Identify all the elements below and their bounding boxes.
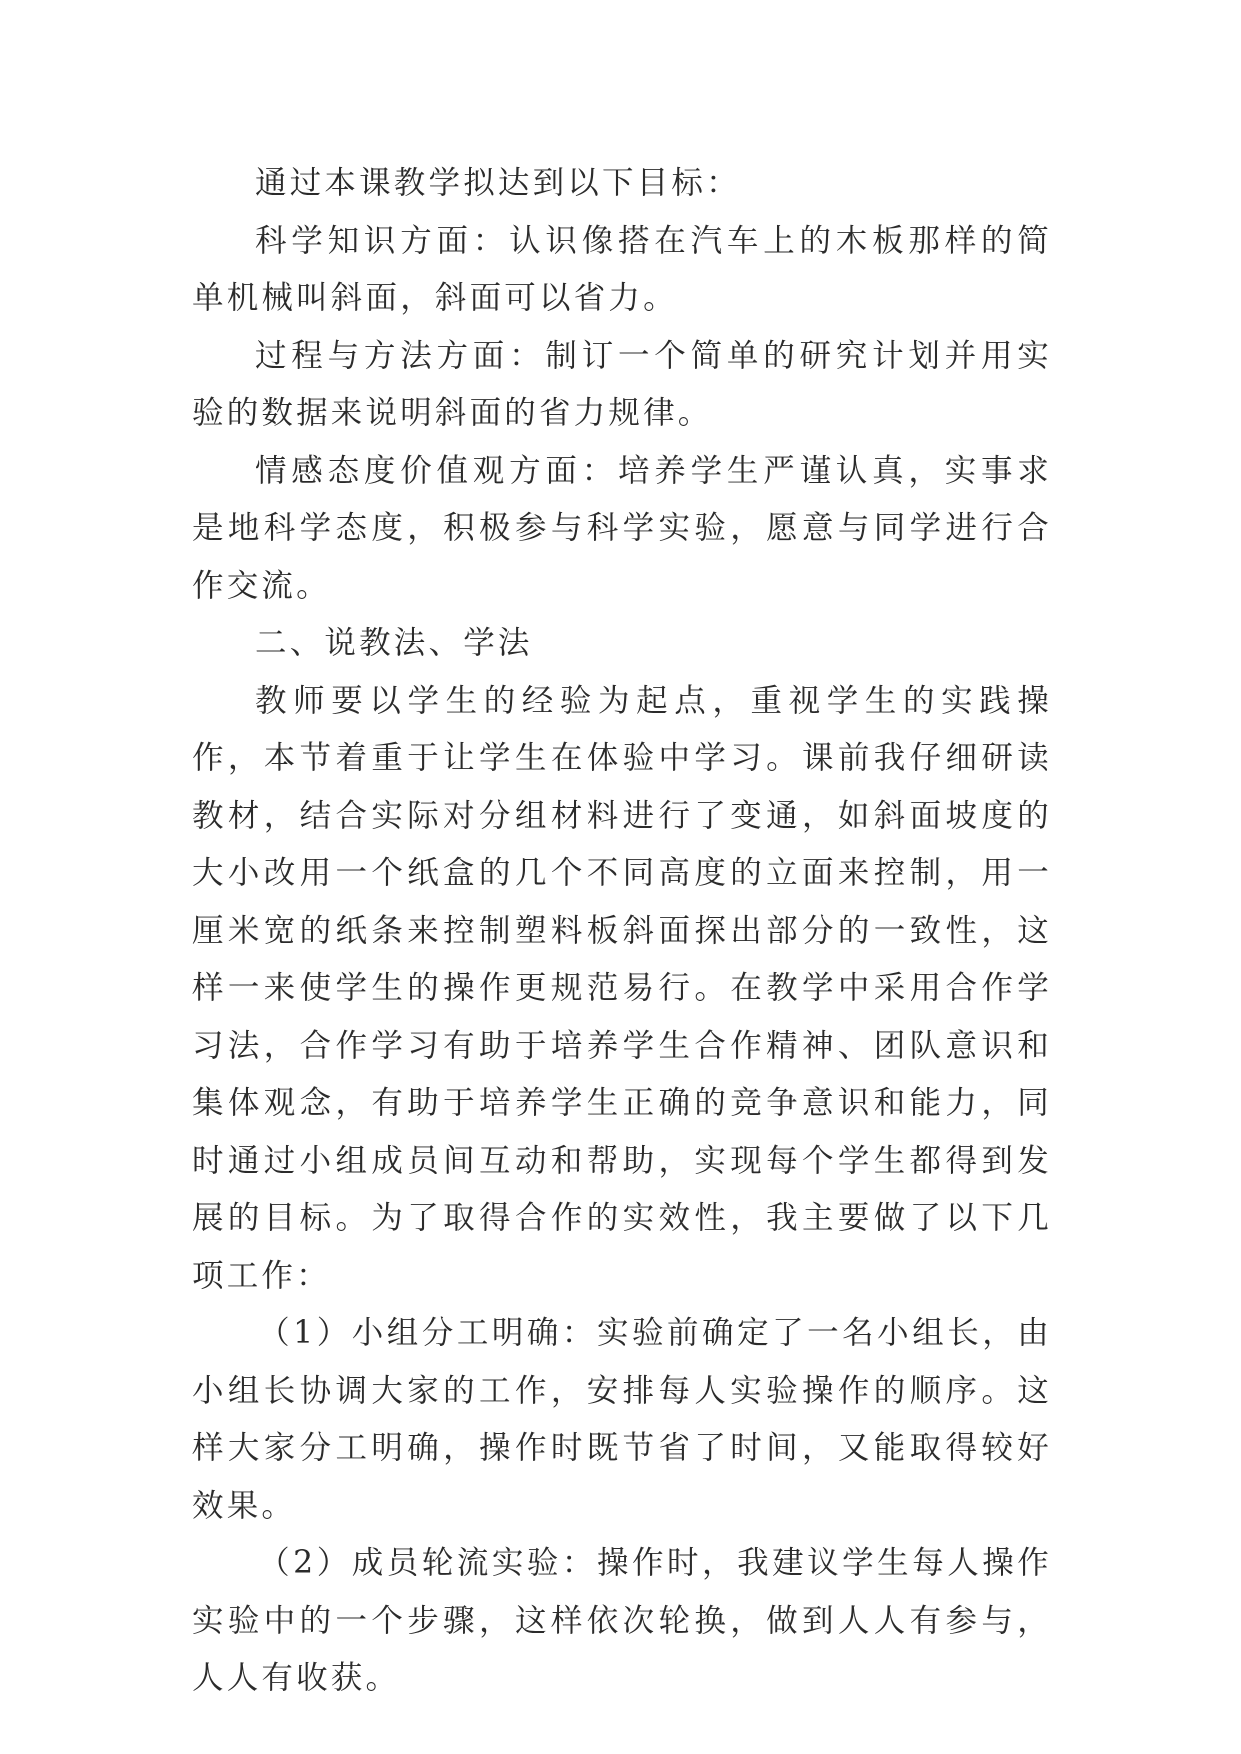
paragraph-science-knowledge: 科学知识方面：认识像搭在汽车上的木板那样的简单机械叫斜面，斜面可以省力。	[192, 222, 1052, 316]
paragraph-goals-intro: 通过本课教学拟达到以下目标：	[255, 165, 741, 201]
document-body	[192, 155, 1052, 1708]
paragraph-teaching-method: 教师要以学生的经验为起点，重视学生的实践操作，本节着重于让学生在体验中学习。课前我仔细研读教材，结合实际对分组材料进行了变通，如斜面坡度的大小改用一个纸盒的几个不同高度的立面来控制，用一厘米宽的纸条来控制塑料板斜面探出部分的一致性，这样一来使学生的操作更规范易行。在教学中采用合作学习法，合作学习有助于培养学生合作精神、团队意识和集体观念，有助于培养学生正确的竞争意识和能力，同时通过小组成员间互动和帮助，实现每个学生都得到发展的目标。为了取得合作的实效性，我主要做了以下几项工作：	[192, 682, 1052, 1294]
section-heading-teaching-method: 二、说教法、学法	[255, 625, 533, 661]
paragraph-emotion-attitude: 情感态度价值观方面：培养学生严谨认真，实事求是地科学态度，积极参与科学实验，愿意与同学进行合作交流。	[192, 452, 1052, 604]
paragraph-item-2: （2）成员轮流实验：操作时，我建议学生每人操作实验中的一个步骤，这样依次轮换，做到人人有参与，人人有收获。	[192, 1545, 1052, 1696]
paragraph-process-method: 过程与方法方面：制订一个简单的研究计划并用实验的数据来说明斜面的省力规律。	[192, 337, 1052, 431]
paragraph-item-1: （1）小组分工明确：实验前确定了一名小组长，由小组长协调大家的工作，安排每人实验操作的顺序。这样大家分工明确，操作时既节省了时间，又能取得较好效果。	[192, 1315, 1052, 1524]
